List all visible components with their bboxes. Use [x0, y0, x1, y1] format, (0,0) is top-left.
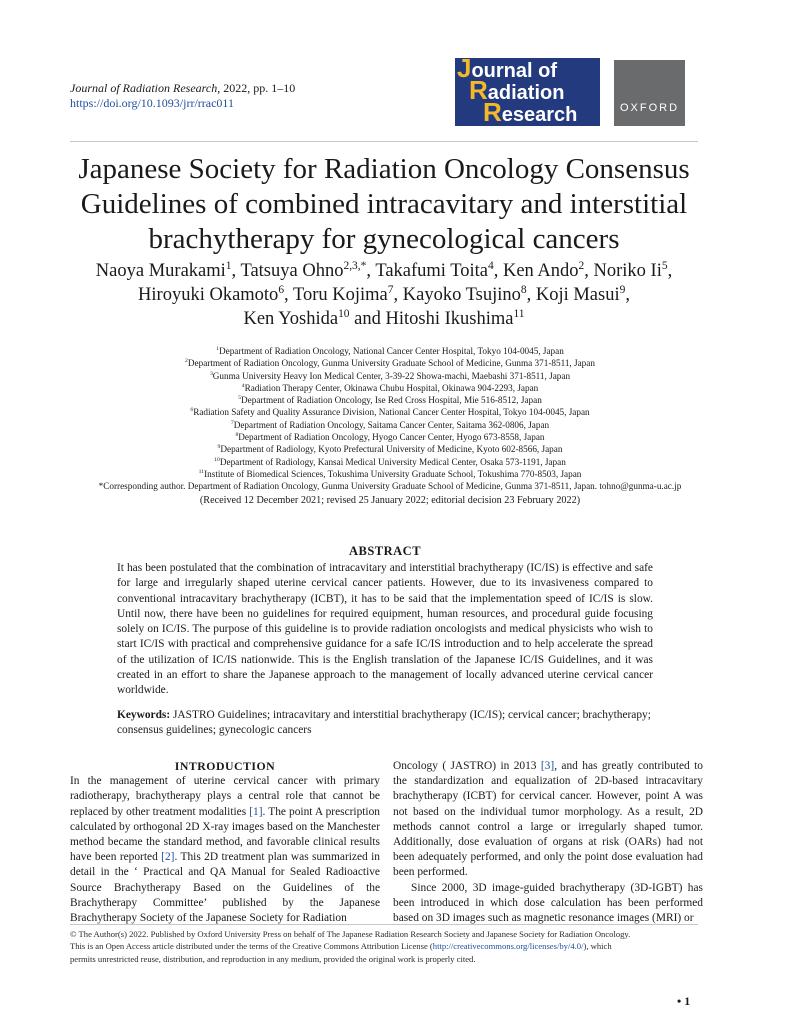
intro-paragraph-1-cont: Oncology ( JASTRO) in 2013 [3], and has greatly contributed to the standardization and equalization of 2D-based intracavitary brachytherapy (ICBT) for cervical cancer. However, point A was not based on the individual tumor morphology. As a result, 2D methods cannot control a large or irregularly shaped tumor. Additionally, dose evaluation of organs at risk (OARs) had not been adequately performed, and only the point dose evaluation had been performed. — [393, 760, 703, 879]
citation-link-3[interactable]: [3] — [540, 760, 555, 772]
author-affiliation-marker: 2,3,* — [343, 259, 367, 272]
author-affiliation-marker: 6 — [278, 283, 285, 296]
affiliation-item: $^3$Gunma University Heavy Ion Medical Center, 3-39-22 Showa-machi, Maebashi 371-8511, Japan — [209, 370, 571, 381]
author: Toru Kojima$^7$, — [292, 283, 403, 305]
affiliation-item: $^8$Department of Radiation Oncology, Hyogo Cancer Center, Hyogo 673-8558, Japan — [235, 432, 545, 443]
publisher-logo: OXFORD — [614, 60, 685, 126]
license-footer — [70, 928, 710, 965]
author-affiliation-marker: 8 — [520, 283, 527, 296]
license-line: This is an Open Access article distributed under the terms of the Creative Commons Attribution License (http://creativecommons.org/licenses/by/4.0/), which — [70, 941, 612, 952]
doi-link[interactable]: https://doi.org/10.1093/jrr/rrac011 — [70, 96, 234, 110]
affiliation-item: $^6$Radiation Safety and Quality Assurance Division, National Cancer Center Hospital, Tokyo 104-0045, Japan — [190, 407, 590, 418]
author-affiliation-marker: 4 — [487, 259, 494, 272]
abstract-text: It has been postulated that the combination of intracavitary and interstitial brachytherapy (IC/IS) is effective and safe for large and irregularly shaped uterine cervical cancer patients. However, due to its invasiveness compared to conventional intracavitary brachytherapy (ICBT), it has to be said that the implementation speed of IC/IS is slow. Until now, there have been no guidelines for required equipment, human resources, and procedural guide focusing solely on IC/IS. The purpose of this guideline is to provide radiation oncologists and medical physicists who wish to start IC/IS with practical and comprehensive guidance for a safe IC/IS introduction and to help accelerate the spread of the utilization of IC/IS nationwide. This is the English translation of the Japanese IC/IS Guidelines, and it was created in an effort to share the Japanese approach to the management of locally advanced uterine cervical cancer worldwide. — [117, 562, 653, 697]
keywords-label: Keywords: — [117, 709, 171, 721]
affiliation-item: $^{11}$Institute of Biomedical Sciences, Tokushima University Graduate School, Tokushima 770-8503, Japan — [198, 468, 582, 479]
author-list — [60, 259, 708, 331]
section-heading-introduction: INTRODUCTION — [174, 759, 276, 773]
copyright-line: © The Author(s) 2022. Published by Oxford University Press on behalf of The Japanese Radiation Research Society and Japanese Society for Radiation Oncology. — [70, 929, 631, 939]
author: Ken Ando$^2$, — [502, 259, 594, 281]
author: Naoya Murakami$^1$, — [95, 259, 241, 281]
intro-paragraph-1: In the management of uterine cervical cancer with primary radiotherapy, brachytherapy plays a central role that cannot be replaced by other treatment modalities [1]. The point A prescription calculated by orthogonal 2D X-ray images based on the Manchester method became the standard method, and favorable clinical results have been reported [2]. This 2D treatment plan was summarized in detail in the ‘ Practical and QA Manual for Sealed Radioactive Source Brachytherapy Based on the Guidelines of the Brachytherapy Committee’ published by the Japanese Brachytherapy Society of the Japanese Society for Radiation — [70, 775, 380, 925]
keywords — [117, 708, 653, 739]
journal-name: Journal of Radiation Research — [70, 81, 218, 95]
affiliation-item: $^5$Department of Radiation Oncology, Ise Red Cross Hospital, Mie 516-8512, Japan — [238, 395, 542, 406]
journal-citation — [70, 81, 295, 111]
journal-logo: Journal of Radiation Research — [455, 58, 600, 126]
footer-divider — [70, 924, 698, 925]
license-link[interactable]: http://creativecommons.org/licenses/by/4.0/ — [432, 941, 584, 952]
affiliation-item: $^2$Department of Radiation Oncology, Gunma University Graduate School of Medicine, Gunma 371-8511, Japan — [185, 358, 595, 369]
author-affiliation-marker: 11 — [513, 307, 525, 320]
body-column-right — [393, 759, 703, 926]
author: Hitoshi Ikushima$^{11}$ — [385, 307, 525, 329]
author: Takafumi Toita$^4$, — [375, 259, 503, 281]
reuse-line: permits unrestricted reuse, distribution, and reproduction in any medium, provided the original work is properly cited. — [70, 953, 476, 964]
citation-link-1[interactable]: [1] — [249, 805, 263, 818]
page-number: • 1 — [677, 994, 691, 1008]
journal-volume-pages: , 2022, pp. 1–10 — [217, 81, 296, 95]
author-affiliation-marker: 5 — [661, 259, 668, 272]
author: Kayoko Tsujino$^8$, — [402, 283, 536, 305]
author-affiliation-marker: 10 — [338, 307, 350, 320]
citation-link-2[interactable]: [2] — [161, 851, 175, 864]
intro-paragraph-2: Since 2000, 3D image-guided brachytherapy (3D-IGBT) has been introduced in which dose calculation has been performed based on 3D images such as magnetic resonance images (MRI) or — [393, 881, 703, 925]
affiliation-item: $^4$Radiation Therapy Center, Okinawa Chubu Hospital, Okinawa 904-2293, Japan — [241, 382, 539, 393]
author: Noriko Ii$^5$, — [593, 259, 673, 281]
affiliation-item: $^1$Department of Radiation Oncology, National Cancer Center Hospital, Tokyo 104-0045, Japan — [216, 345, 564, 356]
paper-title: Japanese Society for Radiation Oncology Consensus Guidelines of combined intracavitary and interstitial brachytherapy for gynecological cancers — [78, 153, 690, 255]
author: Hiroyuki Okamoto$^6$, — [138, 283, 293, 305]
abstract-heading: ABSTRACT — [348, 544, 422, 558]
author-affiliation-marker: 7 — [387, 283, 394, 296]
author-affiliation-marker: 1 — [225, 259, 232, 272]
affiliation-item: $^9$Department of Radiology, Kyoto Prefectural University of Medicine, Kyoto 602-8566, Japan — [217, 444, 563, 455]
affiliations — [40, 345, 740, 508]
author: Tatsuya Ohno$^{2,3,*}$, — [240, 259, 376, 281]
author: Koji Masui$^9$, — [535, 283, 630, 305]
corresponding-author: *Corresponding author. Department of Radiation Oncology, Gunma University Graduate School of Medicine, Gunma 371-8511, Japan. tohno@gunma-u.ac.jp — [98, 481, 682, 492]
header-divider — [70, 141, 698, 142]
affiliation-item: $^7$Department of Radiation Oncology, Saitama Cancer Center, Saitama 362-0806, Japan — [230, 419, 550, 430]
author-affiliation-marker: 2 — [578, 259, 585, 272]
affiliation-item: $^{10}$Department of Radiology, Kansai Medical University Medical Center, Osaka 573-1191, Japan — [214, 456, 566, 467]
author: Ken Yoshida$^{10}$ and — [243, 307, 386, 329]
received-dates: (Received 12 December 2021; revised 25 January 2022; editorial decision 23 February 2022) — [199, 494, 581, 506]
keywords-text: JASTRO Guidelines; intracavitary and interstitial brachytherapy (IC/IS); cervical cancer; brachytherapy; consensus guidelines; gynecologic cancers — [117, 709, 651, 737]
author-affiliation-marker: 9 — [619, 283, 626, 296]
body-column-left — [70, 759, 380, 926]
